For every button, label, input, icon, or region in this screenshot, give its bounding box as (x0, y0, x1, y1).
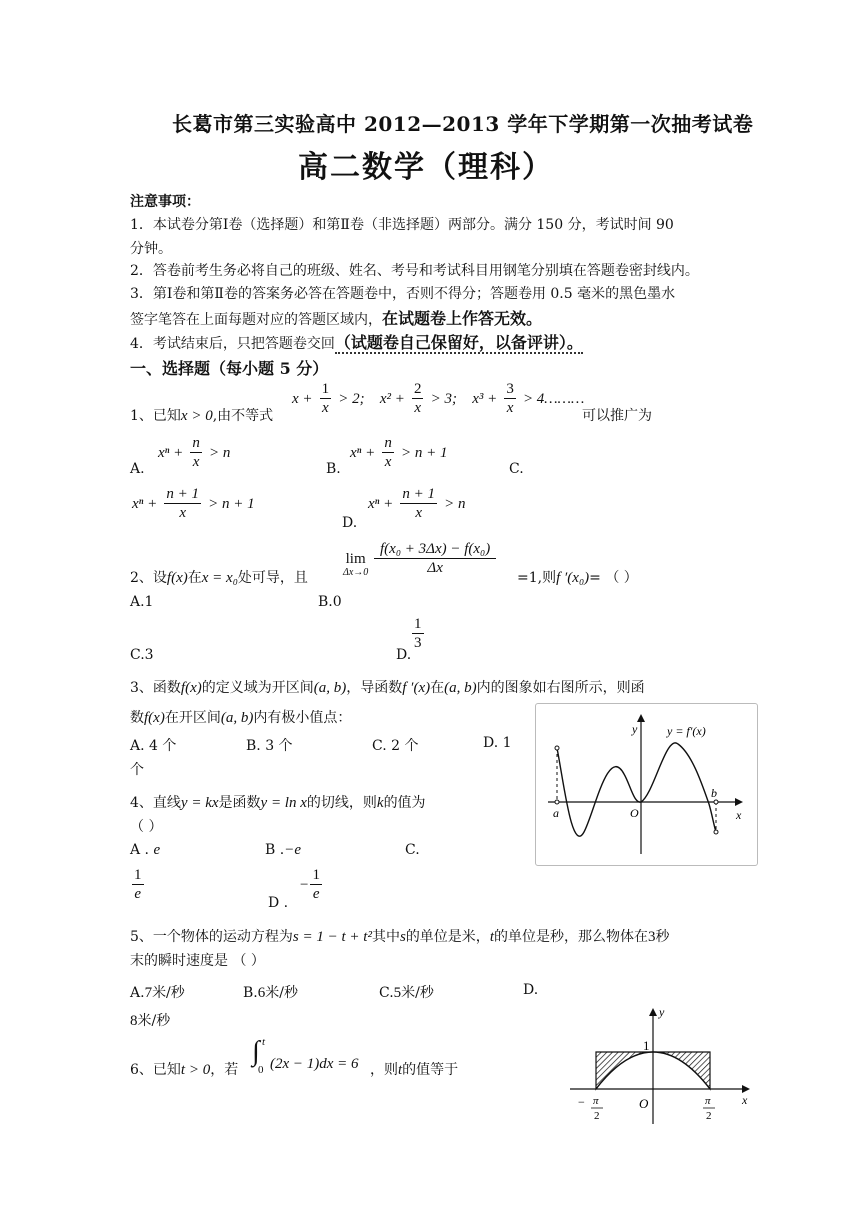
note-3-warning: 在试题卷上作答无效。 (382, 309, 543, 328)
q6-lower-limit: 0 (258, 1064, 264, 1076)
q3-ab-3: (a, b) (220, 710, 254, 726)
q3-ab-2: (a, b) (444, 680, 477, 696)
integral-sign-icon: ∫ (252, 1036, 260, 1067)
q1-mid-text: ,由不等式 (212, 408, 274, 424)
q2-option-d-label[interactable]: D. (396, 647, 412, 663)
q1-option-c-expr (132, 485, 255, 522)
q1-prefix-text: 1、已知 (130, 408, 181, 424)
q1-a-den: x (192, 454, 200, 470)
q5-d-val: 8 (130, 1013, 138, 1029)
q1-suffix: 可以推广为 (582, 408, 652, 424)
q1-frac2-num: 2 (413, 381, 422, 397)
q5-p2: 其中 (371, 929, 400, 945)
q1-ineq1-rhs: > 2; (338, 391, 365, 407)
q4-d-sign: − (300, 877, 309, 893)
q2-eq: =1,则 (517, 570, 557, 586)
q1-frac3-num: 3 (506, 381, 514, 397)
q2-lim-word: lim (345, 551, 366, 567)
q5-s: s (399, 929, 406, 945)
note-3-line-2-a: 签字笔答在上面每题对应的答题区域内， (130, 312, 382, 328)
q3-line-2 (130, 707, 351, 727)
q1-c-den: x (179, 505, 186, 521)
q1-d-den: x (415, 505, 422, 521)
q4-d-num: 1 (312, 867, 320, 883)
note-4-a: 4．考试结束后，只把答题卷交回 (130, 336, 335, 352)
q5-a-unit: 米/秒 (152, 985, 185, 1001)
fig3-x-label: x (736, 808, 742, 822)
q3-p8: 内有极小值点： (253, 710, 352, 726)
fig6-one-label: 1 (643, 1038, 650, 1053)
fig6-y-label: y (659, 1005, 665, 1019)
q1-frac1-den: x (322, 400, 329, 416)
q3-option-a[interactable]: A. 4 个 (130, 738, 177, 754)
q5-p5: 秒 (655, 929, 670, 945)
q5-eqn: s = 1 − t + t² (292, 929, 372, 945)
q5-t: t (489, 929, 494, 945)
q4-b-val: −e (284, 842, 301, 858)
note-2: 2．答卷前考生务必将自己的班级、姓名、考号和考试科目用钢笔分别填在答题卷密封线内。 (130, 263, 699, 279)
note-3-line-2 (130, 306, 542, 329)
note-3-line-1: 3．第Ⅰ卷和第Ⅱ卷的答案务必答在答题卷中，否则不得分；答题卷用 0.5 毫米的黑色墨水 (130, 286, 676, 302)
q2-den: Δx (427, 560, 443, 576)
q5-line-1 (130, 926, 669, 946)
q5-option-b[interactable] (243, 982, 298, 1002)
q3-figure (535, 703, 758, 866)
q5-option-a[interactable] (130, 982, 185, 1002)
q2-line (130, 567, 308, 587)
q1-ineq1-lhs: x + (292, 391, 313, 407)
q3-p2: 的定义域为开区间 (201, 680, 314, 696)
fig6-minus-sign: − (578, 1095, 585, 1109)
q6-p3: ，则 (370, 1062, 398, 1078)
q6-p1: 6、已知 (130, 1062, 181, 1078)
q2-option-a[interactable]: A.1 (130, 594, 154, 610)
q5-option-c[interactable] (379, 982, 434, 1002)
q4-a-label: A . (130, 842, 150, 858)
q2-fraction (372, 540, 498, 577)
fig3-origin-label: O (630, 806, 639, 820)
fig6-right-two: 2 (706, 1110, 712, 1122)
q1-ineq2-lhs: x² + (379, 391, 405, 407)
q3-fx-2: f(x) (144, 710, 165, 726)
q4-option-b[interactable] (265, 842, 301, 859)
subject-title: 高二数学（理科） (298, 150, 554, 185)
section-1-heading: 一、选择题（每小题 5 分） (130, 359, 329, 378)
q1-frac2-den: x (414, 400, 422, 416)
q1-frac1-num: 1 (321, 381, 330, 397)
q6-p2: ，若 (210, 1062, 239, 1078)
note-4-b: （试题卷自己保留好，以备评讲）。 (334, 333, 583, 352)
q5-b-unit: 米/秒 (265, 985, 298, 1001)
q2-d-den: 3 (414, 635, 422, 651)
q1-b-lhs: xⁿ + (350, 445, 376, 461)
q3-ab: (a, b) (313, 680, 347, 696)
q1-frac2 (412, 380, 424, 417)
q5-d-unit: 米/秒 (137, 1013, 171, 1029)
derivative-graph (536, 704, 757, 865)
q2-num: f(x₀ + 3Δx) − f(x₀) (374, 540, 496, 559)
fig6-left-two: 2 (594, 1110, 600, 1122)
q4-fn: y = ln x (260, 795, 307, 811)
q4-p1: 4、直线 (130, 795, 181, 811)
q4-paren: （ ） (130, 819, 163, 835)
q5-b-val: 6 (257, 985, 266, 1001)
q5-option-d-label[interactable]: D. (523, 982, 539, 998)
q6-p4: 的值等于 (402, 1062, 459, 1078)
q2-d-frac (412, 615, 424, 652)
q2-option-b[interactable]: B.0 (318, 594, 342, 610)
q5-c-unit: 米/秒 (401, 985, 434, 1001)
fig3-b-label: b (711, 786, 717, 800)
q6-figure (568, 1000, 760, 1130)
q5-option-d-value (130, 1010, 170, 1030)
q4-k: k (376, 795, 384, 811)
q2-lim (343, 552, 368, 579)
q5-a-val: 7 (144, 985, 153, 1001)
q3-p1: 3、函数 (130, 680, 181, 696)
q3-p3: ，导函数 (346, 680, 403, 696)
q4-b-label: B . (265, 842, 285, 858)
q4-p4: 的值为 (383, 795, 426, 811)
q1-a-rhs: > n (208, 445, 231, 461)
note-4 (130, 330, 583, 353)
q5-line-2: 末的瞬时速度是 （ ） (130, 953, 265, 969)
q2-x0: x = x₀ (201, 570, 238, 586)
q1-d-frac (400, 485, 437, 522)
q3-fpx: f ′(x) (402, 680, 431, 696)
fig6-origin-label: O (639, 1096, 649, 1111)
q2-prefix: 2、设 (130, 570, 167, 586)
q4-d-frac (310, 866, 322, 903)
school-title: 长葛市第三实验高中 2012—2013 学年下学期第一次抽考试卷 (172, 112, 754, 136)
q1-option-b-expr (350, 434, 447, 471)
q1-option-d-label[interactable]: D. (342, 515, 358, 531)
q1-a-num: n (192, 435, 200, 451)
q3-p4: 在 (430, 680, 445, 696)
q2-option-d-frac (410, 615, 426, 652)
q2-fx: f(x) (166, 570, 188, 586)
q2-lim-sub: Δx→0 (343, 567, 369, 578)
q5-c-val: 5 (393, 985, 402, 1001)
q6-tail (370, 1059, 458, 1079)
q1-b-frac (382, 434, 394, 471)
fig6-x-label: x (742, 1093, 748, 1107)
q4-p2: 是函数 (218, 795, 261, 811)
q2-mid: 处可导，且 (237, 570, 308, 586)
q3-p5: 内的图象如右图所示，则函 (476, 680, 645, 696)
q5-b-label: B. (243, 985, 258, 1001)
q1-c-rhs: > n + 1 (208, 496, 255, 512)
q4-option-a[interactable] (130, 842, 160, 859)
q1-a-frac (190, 434, 202, 471)
q4-line (130, 792, 426, 812)
cosine-area-graph (568, 1000, 760, 1130)
note-1-line-1: 1．本试卷分第Ⅰ卷（选择题）和第Ⅱ卷（非选择题）两部分。满分 150 分，考试时间 90 (130, 217, 674, 233)
q1-condition: x > 0 (180, 408, 213, 424)
q2-at: 在 (187, 570, 202, 586)
fig6-left-pi: π (593, 1095, 599, 1107)
q6-integrand: (2x − 1)dx = 6 (270, 1056, 359, 1072)
fig3-a-label: a (553, 806, 559, 820)
q1-c-num: n + 1 (166, 486, 199, 502)
q1-d-lhs: xⁿ + (368, 496, 394, 512)
q3-option-d-cont: 个 (130, 762, 144, 778)
q1-b-den: x (384, 454, 392, 470)
q1-option-d-expr (368, 485, 465, 522)
q4-c-den: e (134, 886, 142, 902)
q2-frac (374, 540, 496, 577)
q4-option-c-label[interactable]: C. (405, 842, 420, 858)
q4-d-den: e (312, 886, 320, 902)
q4-p3: 的切线，则 (306, 795, 377, 811)
q1-prefix (130, 405, 273, 425)
q1-option-b-label[interactable]: B. (326, 461, 341, 477)
q1-b-num: n (384, 435, 392, 451)
q5-three: 3 (647, 929, 656, 945)
q5-p3: 的单位是米， (405, 929, 490, 945)
note-1-line-2: 分钟。 (130, 241, 172, 257)
q1-ineq3-rhs: > 4……… (522, 391, 585, 407)
q2-blank: = （ ） (589, 570, 638, 586)
q1-ineq3-lhs: x³ + (472, 391, 498, 407)
q6-cond: t > 0 (180, 1062, 211, 1078)
q5-p4: 的单位是秒，那么物体在 (493, 929, 648, 945)
q4-c-frac (132, 866, 144, 903)
q4-option-d-expr (300, 866, 324, 903)
q4-a-val: e (153, 842, 161, 858)
q6-t: t (398, 1062, 403, 1078)
q1-frac3-den: x (506, 400, 514, 416)
q1-option-a-expr (158, 434, 230, 471)
q2-option-c[interactable]: C.3 (130, 647, 154, 663)
q5-a-label: A. (130, 985, 145, 1001)
q3-option-c[interactable]: C. 2 个 (372, 738, 419, 754)
q1-d-num: n + 1 (402, 486, 435, 502)
q6-line (130, 1059, 238, 1079)
q5-c-label: C. (379, 985, 394, 1001)
q1-d-rhs: > n (444, 496, 466, 512)
notes-heading: 注意事项： (130, 194, 200, 210)
q2-tail (517, 567, 638, 587)
q1-frac1 (320, 380, 332, 417)
q3-line-1 (130, 677, 645, 697)
q4-line-eq: y = kx (180, 795, 219, 811)
q3-p7: 在开区间 (164, 710, 221, 726)
q1-a-lhs: xⁿ + (158, 445, 184, 461)
q4-c-num: 1 (134, 867, 142, 883)
q3-option-b[interactable]: B. 3 个 (246, 738, 293, 754)
q1-ineq2-rhs: > 3; (430, 391, 457, 407)
q1-frac3 (504, 380, 516, 417)
q1-c-lhs: xⁿ + (132, 496, 158, 512)
q2-d-num: 1 (414, 616, 422, 632)
q4-option-c-frac (130, 866, 146, 903)
q1-option-c-label[interactable]: C. (509, 461, 524, 477)
q5-p1: 5、一个物体的运动方程为 (130, 929, 293, 945)
q3-option-d[interactable]: D. 1 (483, 735, 512, 751)
q1-b-rhs: > n + 1 (400, 445, 448, 461)
q1-c-frac (164, 485, 201, 522)
q4-option-d-label[interactable]: D . (268, 895, 289, 911)
fig6-right-pi: π (705, 1095, 711, 1107)
fig3-y-label: y (632, 722, 638, 736)
q1-option-a-label[interactable]: A. (130, 461, 145, 477)
q2-fprime: f ′(x₀) (556, 570, 590, 586)
q1-inequalities (292, 380, 584, 417)
q3-p6: 数 (130, 710, 144, 726)
fig3-curve-label: y = f′(x) (667, 724, 706, 738)
q6-upper-limit: t (262, 1036, 266, 1048)
q3-fx: f(x) (180, 680, 202, 696)
